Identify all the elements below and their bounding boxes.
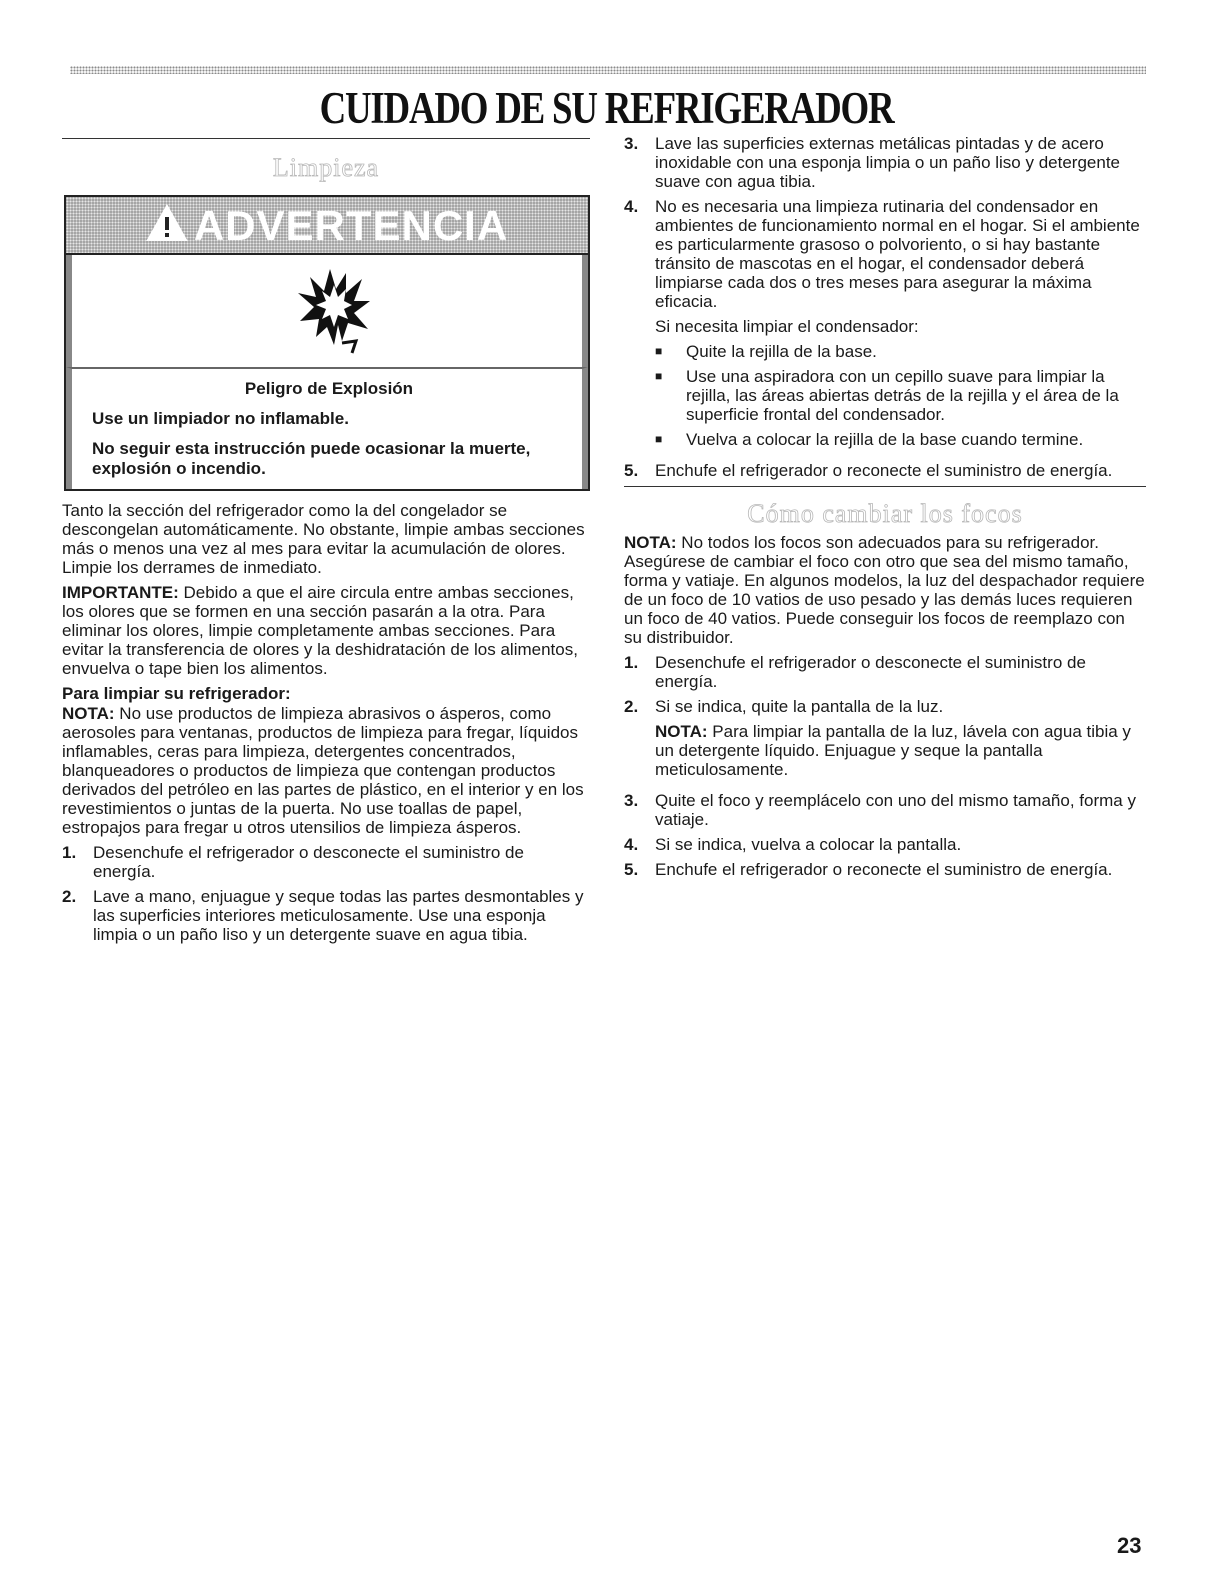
step-text: Si se indica, vuelva a colocar la pantalla. <box>655 835 962 854</box>
condenser-intro: Si necesita limpiar el condensador: <box>655 317 919 336</box>
page-number: 23 <box>1117 1533 1142 1558</box>
step-text: Quite el foco y reemplácelo con uno del mismo tamaño, forma y vatiaje. <box>655 791 1136 829</box>
bullet-text: Vuelva a colocar la rejilla de la base cuando termine. <box>686 430 1084 449</box>
step-number: 5. <box>624 461 639 480</box>
list-item <box>624 791 1146 829</box>
step-number: 2. <box>62 887 77 906</box>
section-heading-limpieza: Limpieza <box>272 153 380 182</box>
bullet-square-icon: ■ <box>655 432 663 446</box>
focos-nota-paragraph <box>624 533 1146 647</box>
warning-symbol-area <box>66 255 588 367</box>
step-text: Enchufe el refrigerador o reconecte el suministro de energía. <box>655 461 1113 480</box>
right-column <box>624 134 1146 885</box>
step-text: Desenchufe el refrigerador o desconecte el suministro de energía. <box>655 653 1086 691</box>
step-number: 4. <box>624 835 639 854</box>
list-item <box>62 843 590 881</box>
step-number: 4. <box>624 197 639 216</box>
warning-header <box>66 197 588 255</box>
step-body <box>655 697 1146 785</box>
important-label: IMPORTANTE: <box>62 583 179 602</box>
subheading-limpiar: Para limpiar su refrigerador: <box>62 684 291 703</box>
warning-triangle-icon <box>146 204 188 246</box>
list-item <box>62 887 590 944</box>
section-rule <box>62 138 590 139</box>
nota-paragraph <box>62 704 590 837</box>
step-nota <box>655 722 1146 779</box>
bullet-square-icon: ■ <box>655 344 663 358</box>
step-text: No es necesaria una limpieza rutinaria del condensador en ambientes de funcionamiento normal en el hogar. Si el ambiente es particularmente grasoso o polvoriento, o si hay bastante tránsito de mascotas en el hogar, el condensador deberá limpiarse cada dos o tres meses para asegurar la máxima eficacia. <box>655 197 1140 311</box>
left-column <box>62 138 590 950</box>
step-text: Lave a mano, enjuague y seque todas las partes desmontables y las superficies interiores meticulosamente. Use una esponja limpia o un paño liso y un detergente suave en agua tibia. <box>93 887 584 944</box>
bullet-text: Quite la rejilla de la base. <box>686 342 877 361</box>
bullet-item <box>655 367 1146 424</box>
warning-title: ADVERTENCIA <box>193 201 509 249</box>
list-item <box>624 461 1146 480</box>
list-item <box>624 860 1146 879</box>
warning-line-1: Use un limpiador no inflamable. <box>92 409 349 428</box>
step-number: 3. <box>624 134 639 153</box>
section-heading-focos: Cómo cambiar los focos <box>747 499 1023 528</box>
important-text: Debido a que el aire circula entre ambas secciones, los olores que se formen en una sección pasarán a la otra. Para eliminar los olores, limpie completamente ambas secciones. Para evitar la transferencia de olores y la deshidratación de los alimentos, envuelva o tape bien los alimentos. <box>62 583 578 678</box>
important-paragraph <box>62 583 590 678</box>
intro-paragraph: Tanto la sección del refrigerador como la del congelador se descongelan automáticamente. No obstante, limpie ambas secciones más o menos una vez al mes para evitar la acumulación de olores. Limpie los derrames de inmediato. <box>62 501 585 577</box>
bullet-square-icon: ■ <box>655 369 663 383</box>
step-number: 2. <box>624 697 639 716</box>
warning-hazard: Peligro de Explosión <box>244 379 414 398</box>
bullet-text: Use una aspiradora con un cepillo suave para limpiar la rejilla, las áreas abiertas detrás de la rejilla y el área de la superficie frontal del condensador. <box>686 367 1119 424</box>
step-text: Lave las superficies externas metálicas pintadas y de acero inoxidable con una esponja limpia o un paño liso y detergente suave con agua tibia. <box>655 134 1120 191</box>
list-item <box>624 653 1146 691</box>
page-title: CUIDADO DE SU REFRIGERADOR <box>319 83 894 133</box>
step-body <box>655 197 1146 455</box>
nota-label: NOTA: <box>655 722 708 741</box>
list-item <box>624 197 1146 455</box>
nota-text: Para limpiar la pantalla de la luz, lávela con agua tibia y un detergente líquido. Enjuague y seque la pantalla meticulosamente. <box>655 722 1131 779</box>
list-item <box>624 134 1146 191</box>
warning-box <box>64 195 590 491</box>
top-dotted-rule <box>70 66 1146 74</box>
section-rule <box>624 486 1146 487</box>
step-text: Si se indica, quite la pantalla de la luz. <box>655 697 944 716</box>
warning-line-2: No seguir esta instrucción puede ocasionar la muerte, explosión o incendio. <box>92 439 531 478</box>
nota-label: NOTA: <box>624 533 677 552</box>
step-text: Enchufe el refrigerador o reconecte el suministro de energía. <box>655 860 1113 879</box>
list-item <box>624 835 1146 854</box>
explosion-icon <box>294 267 374 359</box>
step-number: 1. <box>62 843 77 862</box>
nota-text: No use productos de limpieza abrasivos o ásperos, como aerosoles para ventanas, productos de limpieza para fregar, líquidos inflamables, ceras para limpieza, detergentes concentrados, blanqueadores o productos de limpieza que contengan productos derivados del petróleo en las partes de plástico, en el interior y en los revestimientos o juntas de la puerta. No use toallas de papel, estropajos para fregar u otros utensilios de limpieza ásperos. <box>62 704 584 837</box>
nota-label: NOTA: <box>62 704 115 723</box>
list-item <box>624 697 1146 785</box>
step-number: 1. <box>624 653 639 672</box>
nota-text: No todos los focos son adecuados para su refrigerador. Asegúrese de cambiar el foco con otro que sea del mismo tamaño, forma y vatiaje. En algunos modelos, la luz del despachador requiere de un foco de 10 vatios de uso pesado y las demás luces requieren un foco de 40 vatios. Puede conseguir los focos de reemplazo con su distribuidor. <box>624 533 1145 647</box>
bullet-item <box>655 430 1146 449</box>
step-number: 5. <box>624 860 639 879</box>
step-text: Desenchufe el refrigerador o desconecte el suministro de energía. <box>93 843 524 881</box>
step-number: 3. <box>624 791 639 810</box>
warning-text <box>66 367 588 489</box>
bullet-item <box>655 342 1146 361</box>
